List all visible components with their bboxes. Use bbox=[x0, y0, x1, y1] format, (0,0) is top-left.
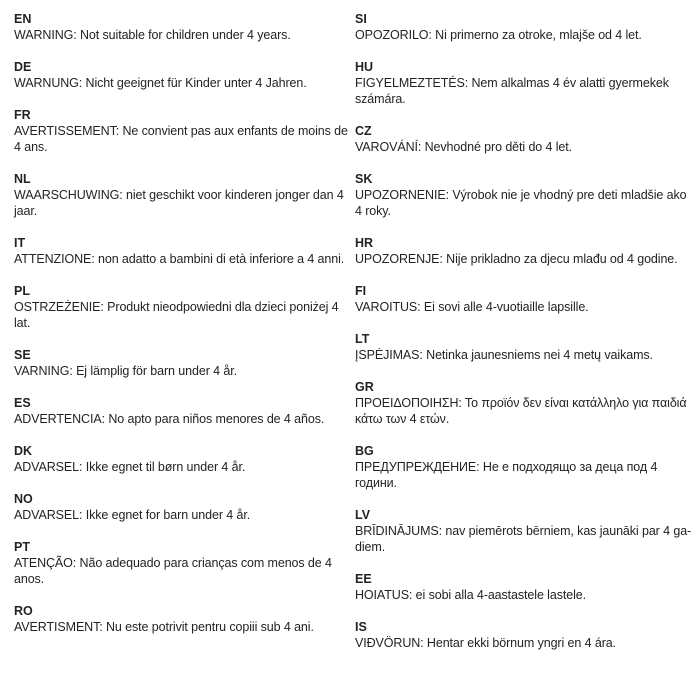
warning-text-line: UPOZORENJE: Nije prikladno za djecu mlađu od 4 godine. bbox=[355, 252, 678, 266]
warning-block-ee bbox=[355, 571, 695, 603]
warning-text-line: ADVARSEL: Ikke egnet for barn under 4 år. bbox=[14, 508, 251, 522]
warning-block-nl bbox=[14, 171, 355, 219]
warning-text-line: 4 roky. bbox=[355, 204, 391, 218]
warning-text-line: ADVERTENCIA: No apto para niños menores de 4 años. bbox=[14, 412, 325, 426]
warning-text-line: HOIATUS: ei sobi alla 4-aastastele lastele. bbox=[355, 588, 586, 602]
warning-text-line: UPOZORNENIE: Výrobok nie je vhodný pre deti mladšie ako bbox=[355, 188, 687, 202]
language-code: IS bbox=[355, 620, 367, 634]
language-code: NL bbox=[14, 172, 31, 186]
warning-column-right bbox=[355, 11, 695, 667]
language-code: HR bbox=[355, 236, 374, 250]
language-code: GR bbox=[355, 380, 374, 394]
warning-text-line: számára. bbox=[355, 92, 406, 106]
language-code: PT bbox=[14, 540, 30, 554]
warning-text-line: VIÐVÖRUN: Hentar ekki börnum yngri en 4 ára. bbox=[355, 636, 616, 650]
warning-block-cz bbox=[355, 123, 695, 155]
language-code: IT bbox=[14, 236, 26, 250]
warning-text-line: ΠΡΟΕΙΔΟΠΟΙΗΣΗ: Το προϊόν δεν είναι κατάλληλο για παιδιά bbox=[355, 396, 687, 410]
warning-text-line: 4 ans. bbox=[14, 140, 48, 154]
language-code: FI bbox=[355, 284, 367, 298]
warning-text-line: κάτω των 4 ετών. bbox=[355, 412, 450, 426]
language-code: NO bbox=[14, 492, 33, 506]
warning-text-line: VARNING: Ej lämplig för barn under 4 år. bbox=[14, 364, 237, 378]
warning-text-line: anos. bbox=[14, 572, 45, 586]
warning-block-it bbox=[14, 235, 355, 267]
warning-block-lt bbox=[355, 331, 695, 363]
warning-block-se bbox=[14, 347, 355, 379]
warning-block-si bbox=[355, 11, 695, 43]
warning-block-en bbox=[14, 11, 355, 43]
language-code: LT bbox=[355, 332, 370, 346]
language-code: SI bbox=[355, 12, 367, 26]
language-code: BG bbox=[355, 444, 374, 458]
language-code: DE bbox=[14, 60, 32, 74]
warning-block-hr bbox=[355, 235, 695, 267]
warning-text-line: OSTRZEŻENIE: Produkt nieodpowiedni dla dzieci poniżej 4 bbox=[14, 300, 339, 314]
language-code: CZ bbox=[355, 124, 372, 138]
language-code: DK bbox=[14, 444, 33, 458]
warning-text-line: diem. bbox=[355, 540, 386, 554]
warning-text-line: ADVARSEL: Ikke egnet til børn under 4 år. bbox=[14, 460, 246, 474]
language-code: FR bbox=[14, 108, 31, 122]
warning-text-line: lat. bbox=[14, 316, 31, 330]
warning-block-es bbox=[14, 395, 355, 427]
language-code: HU bbox=[355, 60, 374, 74]
warning-text-line: AVERTISMENT: Nu este potrivit pentru copiii sub 4 ani. bbox=[14, 620, 314, 634]
warning-text-line: WARNUNG: Nicht geeignet für Kinder unter 4 Jahren. bbox=[14, 76, 307, 90]
warning-block-lv bbox=[355, 507, 695, 555]
warning-column-left bbox=[14, 11, 355, 667]
warning-block-pl bbox=[14, 283, 355, 331]
warning-text-line: FIGYELMEZTETÉS: Nem alkalmas 4 év alatti gyermekek bbox=[355, 76, 669, 90]
warning-block-dk bbox=[14, 443, 355, 475]
warning-block-hu bbox=[355, 59, 695, 107]
warning-block-is bbox=[355, 619, 695, 651]
warning-text-line: AVERTISSEMENT: Ne convient pas aux enfants de moins de bbox=[14, 124, 348, 138]
warning-block-fi bbox=[355, 283, 695, 315]
language-code: EE bbox=[355, 572, 372, 586]
warning-text-line: ПРЕДУПРЕЖДЕНИЕ: Не е подходящо за деца под 4 bbox=[355, 460, 658, 474]
warning-block-sk bbox=[355, 171, 695, 219]
language-code: PL bbox=[14, 284, 30, 298]
warning-block-ro bbox=[14, 603, 355, 635]
warning-text-line: WARNING: Not suitable for children under 4 years. bbox=[14, 28, 291, 42]
warning-text-line: ĮSPĖJIMAS: Netinka jaunesniems nei 4 metų vaikams. bbox=[355, 348, 653, 362]
language-code: ES bbox=[14, 396, 31, 410]
warning-text-line: WAARSCHUWING: niet geschikt voor kinderen jonger dan 4 bbox=[14, 188, 344, 202]
warning-block-gr bbox=[355, 379, 695, 427]
warning-text-line: ATENÇÃO: Não adequado para crianças com menos de 4 bbox=[14, 556, 332, 570]
warning-text-line: jaar. bbox=[14, 204, 38, 218]
warning-block-bg bbox=[355, 443, 695, 491]
language-code: EN bbox=[14, 12, 32, 26]
warning-text-line: VAROVÁNÍ: Nevhodné pro děti do 4 let. bbox=[355, 140, 573, 154]
language-code: RO bbox=[14, 604, 33, 618]
warning-block-fr bbox=[14, 107, 355, 155]
warning-block-de bbox=[14, 59, 355, 91]
warning-text-line: VAROITUS: Ei sovi alle 4-vuotiaille lapsille. bbox=[355, 300, 589, 314]
language-code: SK bbox=[355, 172, 373, 186]
warning-text-line: BRĪDINĀJUMS: nav piemērots bērniem, kas jaunāki par 4 ga- bbox=[355, 524, 692, 538]
warning-block-pt bbox=[14, 539, 355, 587]
warning-text-line: OPOZORILO: Ni primerno za otroke, mlajše od 4 let. bbox=[355, 28, 642, 42]
language-code: LV bbox=[355, 508, 371, 522]
warning-text-line: ATTENZIONE: non adatto a bambini di età inferiore a 4 anni. bbox=[14, 252, 345, 266]
warning-text-line: години. bbox=[355, 476, 397, 490]
language-code: SE bbox=[14, 348, 31, 362]
warning-block-no bbox=[14, 491, 355, 523]
